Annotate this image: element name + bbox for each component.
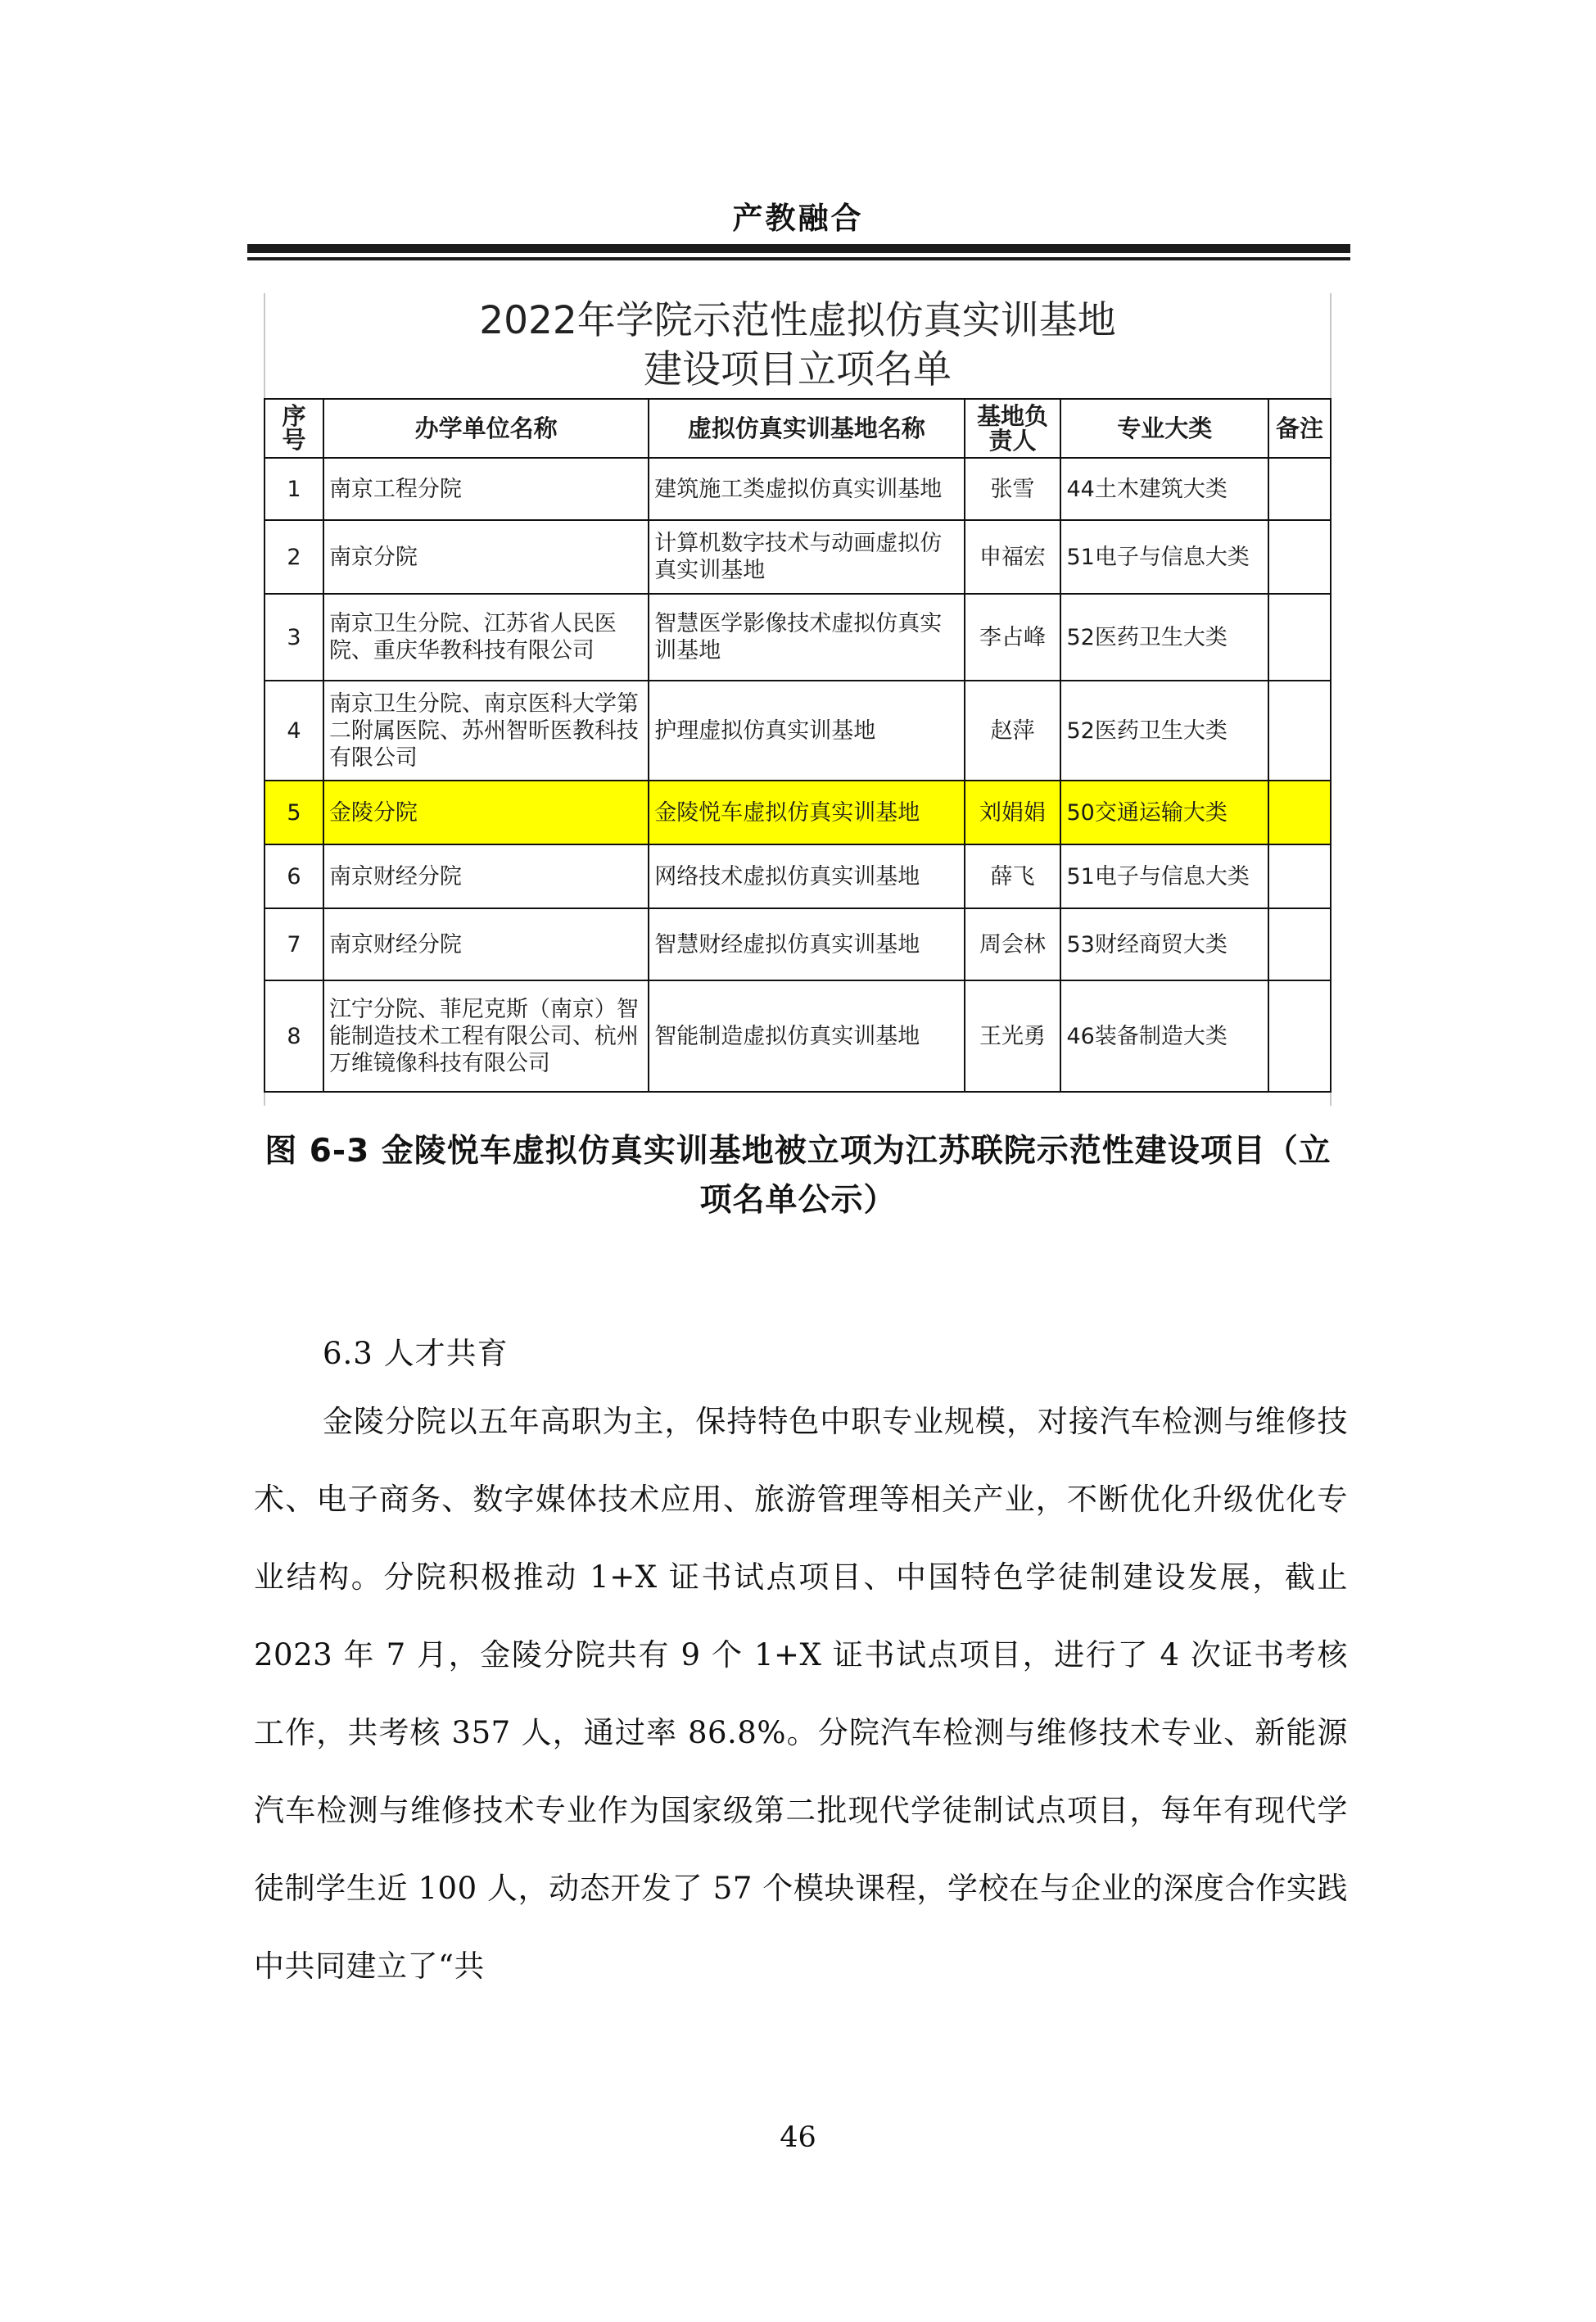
- table-row: [264, 908, 1331, 980]
- cell-category: 51电子与信息大类: [1060, 844, 1268, 908]
- cell-person: 赵萍: [965, 681, 1061, 781]
- project-list-table: [264, 398, 1332, 1093]
- cell-unit: 江宁分院、菲尼克斯（南京）智能制造技术工程有限公司、杭州万维镜像科技有限公司: [323, 980, 649, 1092]
- cell-note: [1268, 520, 1331, 594]
- cell-person: 李占峰: [965, 594, 1061, 681]
- cell-base: 护理虚拟仿真实训基地: [649, 681, 964, 781]
- figure-caption: 图 6-3 金陵悦车虚拟仿真实训基地被立项为江苏联院示范性建设项目（立项名单公示）: [264, 1133, 1332, 1219]
- cell-category: 51电子与信息大类: [1060, 520, 1268, 594]
- cell-base: 智慧医学影像技术虚拟仿真实训基地: [649, 594, 964, 681]
- col-header-person: 基地负责人: [965, 399, 1061, 458]
- cell-person: 申福宏: [965, 520, 1061, 594]
- cell-person: 刘娟娟: [965, 781, 1061, 844]
- cell-category: 53财经商贸大类: [1060, 908, 1268, 980]
- cell-person: 薛飞: [965, 844, 1061, 908]
- body-paragraph: 金陵分院以五年高职为主，保持特色中职专业规模，对接汽车检测与维修技术、电子商务、数字媒体技术应用、旅游管理等相关产业，不断优化升级优化专业结构。分院积极推动 1+X 证书试点项目、中国特色学徒制建设发展，截止 2023 年 7 月，金陵分院共有 9 个 1+X 证书试点项目，进行了 4 次证书考核工作，共考核 357 人，通过率 86.8%。分院汽车检测与维修技术专业、新能源汽车检测与维修技术专业作为国家级第二批现代学徒制试点项目，每年有现代学徒制学生近 100 人，动态开发了 57 个模块课程，学校在与企业的深度合作实践中共同建立了“共: [254, 1404, 1348, 1984]
- cell-base: 网络技术虚拟仿真实训基地: [649, 844, 964, 908]
- table-row: [264, 458, 1331, 520]
- cell-person: 张雪: [965, 458, 1061, 520]
- cell-note: [1268, 458, 1331, 520]
- cell-base: 智慧财经虚拟仿真实训基地: [649, 908, 964, 980]
- cell-no: 3: [264, 594, 323, 681]
- col-header-unit: 办学单位名称: [323, 399, 649, 458]
- header-rule-thin: [247, 257, 1350, 260]
- cell-category: 52医药卫生大类: [1060, 594, 1268, 681]
- col-header-no: 序号: [264, 399, 323, 458]
- cell-base: 金陵悦车虚拟仿真实训基地: [649, 781, 964, 844]
- cell-no: 1: [264, 458, 323, 520]
- figure-table-image: [264, 293, 1332, 1106]
- table-header-row: [264, 399, 1331, 458]
- cell-unit: 南京卫生分院、江苏省人民医院、重庆华教科技有限公司: [323, 594, 649, 681]
- col-header-base: 虚拟仿真实训基地名称: [649, 399, 964, 458]
- cell-no: 2: [264, 520, 323, 594]
- cell-unit: 南京卫生分院、南京医科大学第二附属医院、苏州智昕医教科技有限公司: [323, 681, 649, 781]
- cell-category: 44土木建筑大类: [1060, 458, 1268, 520]
- cell-person: 王光勇: [965, 980, 1061, 1092]
- cell-category: 50交通运输大类: [1060, 781, 1268, 844]
- cell-base: 建筑施工类虚拟仿真实训基地: [649, 458, 964, 520]
- cell-note: [1268, 908, 1331, 980]
- table-row-highlighted: [264, 781, 1331, 844]
- page-number: 46: [780, 2121, 816, 2154]
- cell-no: 5: [264, 781, 323, 844]
- table-title-line1: 2022年学院示范性虚拟仿真实训基地: [479, 298, 1116, 343]
- cell-note: [1268, 594, 1331, 681]
- cell-note: [1268, 980, 1331, 1092]
- cell-no: 7: [264, 908, 323, 980]
- table-row: [264, 594, 1331, 681]
- table-row: [264, 681, 1331, 781]
- cell-no: 4: [264, 681, 323, 781]
- header-rule-thick: [247, 244, 1350, 253]
- cell-note: [1268, 681, 1331, 781]
- cell-no: 6: [264, 844, 323, 908]
- cell-category: 52医药卫生大类: [1060, 681, 1268, 781]
- cell-person: 周会林: [965, 908, 1061, 980]
- cell-no: 8: [264, 980, 323, 1092]
- cell-unit: 南京工程分院: [323, 458, 649, 520]
- table-title: [264, 296, 1332, 395]
- section-heading: 6.3 人才共育: [323, 1336, 509, 1371]
- cell-base: 计算机数字技术与动画虚拟仿真实训基地: [649, 520, 964, 594]
- table-row: [264, 520, 1331, 594]
- cell-unit: 南京财经分院: [323, 844, 649, 908]
- col-header-category: 专业大类: [1060, 399, 1268, 458]
- cell-category: 46装备制造大类: [1060, 980, 1268, 1092]
- page-header-title: 产教融合: [732, 201, 864, 236]
- cell-note: [1268, 781, 1331, 844]
- table-row: [264, 980, 1331, 1092]
- cell-unit: 南京财经分院: [323, 908, 649, 980]
- table-row: [264, 844, 1331, 908]
- cell-unit: 金陵分院: [323, 781, 649, 844]
- cell-note: [1268, 844, 1331, 908]
- table-title-line2: 建设项目立项名单: [644, 347, 952, 392]
- col-header-note: 备注: [1268, 399, 1331, 458]
- cell-unit: 南京分院: [323, 520, 649, 594]
- cell-base: 智能制造虚拟仿真实训基地: [649, 980, 964, 1092]
